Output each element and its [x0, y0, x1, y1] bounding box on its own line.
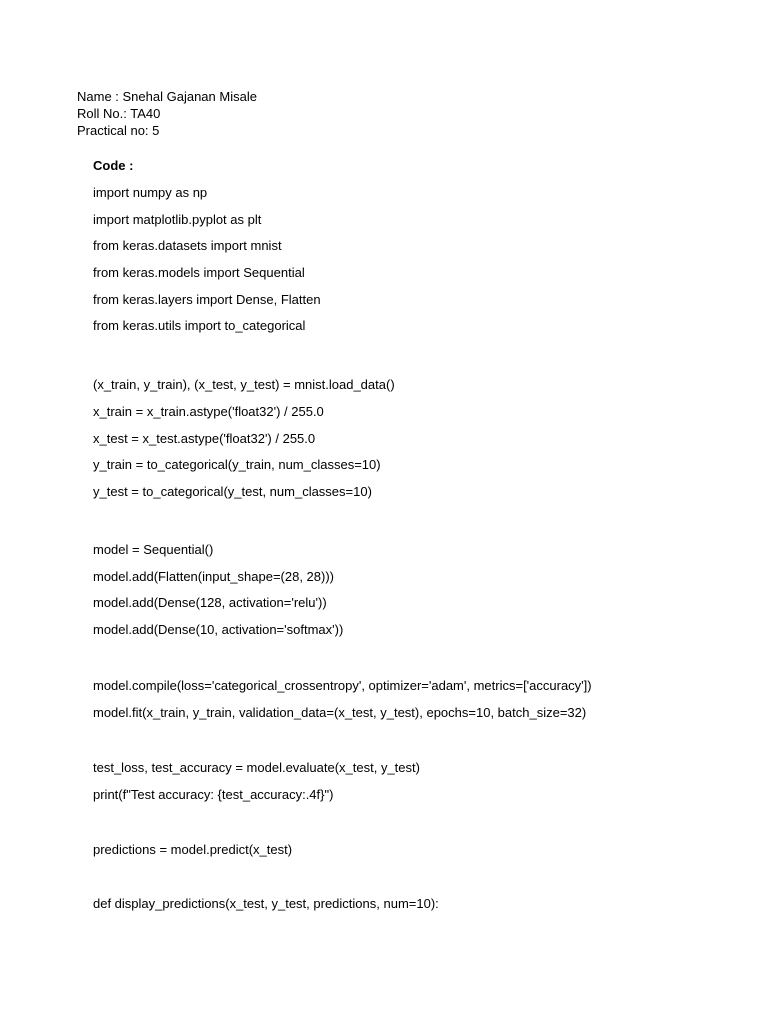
code-line: y_train = to_categorical(y_train, num_classes=10) — [93, 457, 381, 472]
code-line: model.compile(loss='categorical_crossentropy', optimizer='adam', metrics=['accuracy']) — [93, 678, 592, 693]
roll-number: Roll No.: TA40 — [77, 106, 161, 121]
code-line: y_test = to_categorical(y_test, num_classes=10) — [93, 484, 372, 499]
code-line: from keras.layers import Dense, Flatten — [93, 292, 321, 307]
student-name: Name : Snehal Gajanan Misale — [77, 89, 257, 104]
code-line: import matplotlib.pyplot as plt — [93, 212, 262, 227]
code-line: def display_predictions(x_test, y_test, predictions, num=10): — [93, 896, 439, 911]
code-line: model.fit(x_train, y_train, validation_data=(x_test, y_test), epochs=10, batch_size=32) — [93, 705, 587, 720]
code-line: model = Sequential() — [93, 542, 214, 557]
code-line: x_train = x_train.astype('float32') / 255.0 — [93, 404, 324, 419]
code-line: from keras.models import Sequential — [93, 265, 305, 280]
code-line: x_test = x_test.astype('float32') / 255.0 — [93, 431, 316, 446]
code-line: model.add(Flatten(input_shape=(28, 28))) — [93, 569, 335, 584]
code-line: (x_train, y_train), (x_test, y_test) = mnist.load_data() — [93, 377, 395, 392]
code-line: model.add(Dense(128, activation='relu')) — [93, 595, 327, 610]
code-line: model.add(Dense(10, activation='softmax')) — [93, 622, 344, 637]
code-heading: Code : — [93, 158, 134, 173]
code-line: from keras.utils import to_categorical — [93, 318, 306, 333]
code-line: from keras.datasets import mnist — [93, 238, 282, 253]
code-line: predictions = model.predict(x_test) — [93, 842, 293, 857]
student-header — [77, 88, 257, 139]
code-line: test_loss, test_accuracy = model.evaluate(x_test, y_test) — [93, 760, 420, 775]
code-line: print(f"Test accuracy: {test_accuracy:.4f}") — [93, 787, 334, 802]
practical-number: Practical no: 5 — [77, 123, 160, 138]
code-line: import numpy as np — [93, 185, 208, 200]
